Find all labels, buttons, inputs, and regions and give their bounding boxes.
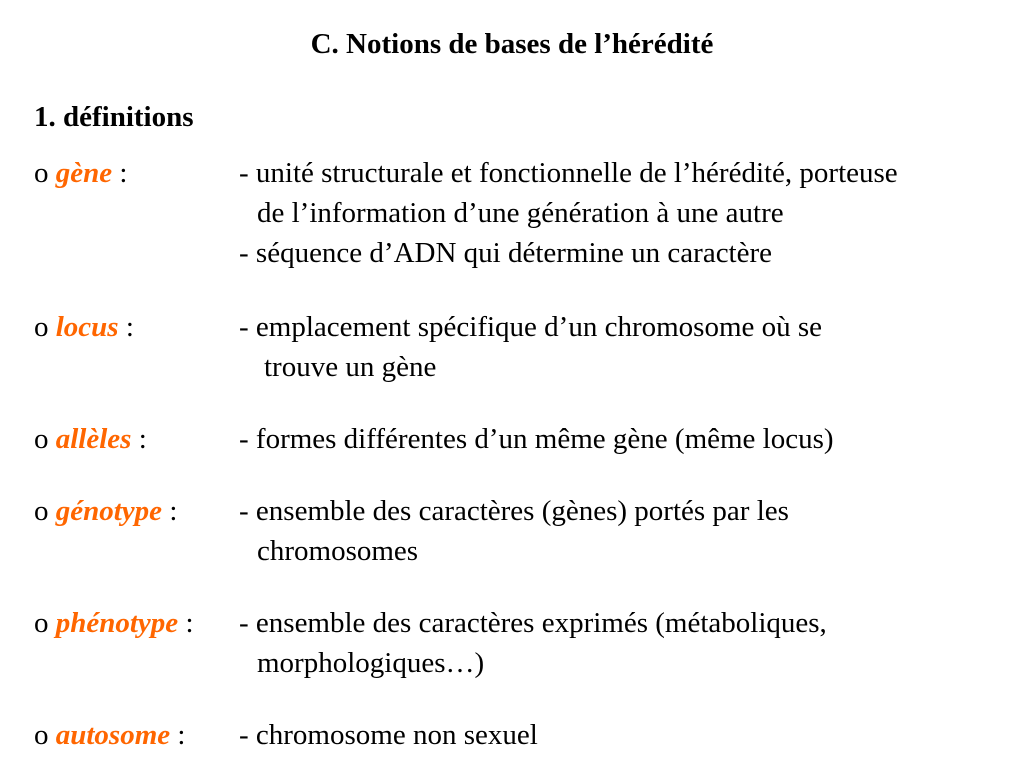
term-locus: locus: [55, 311, 119, 343]
term-separator: :: [119, 157, 128, 189]
definition-line: - emplacement spécifique d’un chromosome où se: [239, 311, 823, 343]
term-cell: [34, 419, 147, 459]
page-title: C. Notions de bases de l’hérédité: [310, 28, 714, 60]
bullet-icon: o: [34, 157, 49, 189]
definition-line: - séquence d’ADN qui détermine un caractère: [239, 237, 773, 269]
definition-text: [239, 715, 1019, 755]
term-cell: [34, 603, 194, 643]
definition-line: - formes différentes d’un même gène (même locus): [239, 423, 834, 455]
term-alleles: allèles: [55, 423, 132, 455]
definition-line: - ensemble des caractères exprimés (métaboliques,: [239, 607, 827, 639]
section-heading: 1. définitions: [34, 101, 194, 133]
definition-line: morphologiques…): [257, 647, 485, 679]
bullet-icon: o: [34, 423, 49, 455]
definition-text: [239, 419, 1019, 459]
term-phenotype: phénotype: [55, 607, 179, 639]
definition-line: - unité structurale et fonctionnelle de l’hérédité, porteuse: [239, 157, 898, 189]
term-cell: [34, 715, 185, 755]
bullet-icon: o: [34, 495, 49, 527]
term-separator: :: [177, 719, 186, 751]
definition-line: de l’information d’une génération à une autre: [257, 197, 784, 229]
definition-text: [239, 153, 1019, 273]
term-separator: :: [125, 311, 134, 343]
bullet-icon: o: [34, 311, 49, 343]
term-separator: :: [169, 495, 178, 527]
term-cell: [34, 153, 127, 193]
definition-line: trouve un gène: [264, 351, 437, 383]
bullet-icon: o: [34, 607, 49, 639]
bullet-icon: o: [34, 719, 49, 751]
term-genotype: génotype: [55, 495, 163, 527]
term-autosome: autosome: [55, 719, 171, 751]
term-separator: :: [138, 423, 147, 455]
term-cell: [34, 307, 134, 347]
definition-line: - chromosome non sexuel: [239, 719, 538, 751]
definition-text: [239, 307, 1019, 387]
definition-line: chromosomes: [257, 535, 419, 567]
term-separator: :: [185, 607, 194, 639]
term-cell: [34, 491, 177, 531]
definition-line: - ensemble des caractères (gènes) portés par les: [239, 495, 789, 527]
definition-text: [239, 603, 1019, 683]
definition-text: [239, 491, 1019, 571]
term-gene: gène: [55, 157, 113, 189]
